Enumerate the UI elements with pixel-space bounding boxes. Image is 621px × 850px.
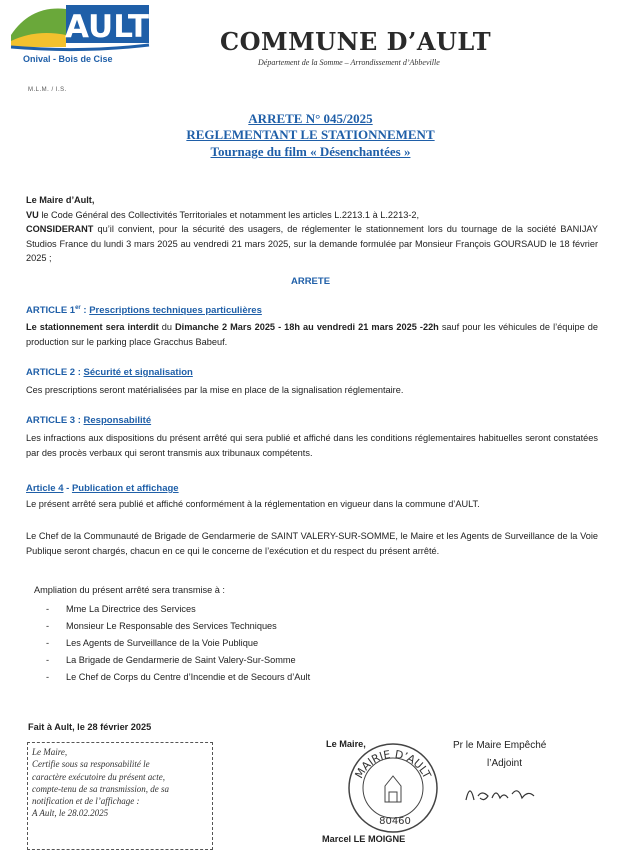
ampliation-list	[46, 601, 594, 686]
svg-text:80460: 80460	[379, 816, 411, 827]
commune-title: COMMUNE D’AULT	[220, 27, 492, 56]
article-3-text: Les infractions aux dispositions du présent arrêté qui sera publié et affiché dans les conditions réglementaires habituelles seront constatées par des procès verbaux qui seront transmis aux tribunaux compétents.	[26, 433, 598, 458]
maire-line: Le Maire d’Ault,	[26, 195, 95, 205]
reference-initials: M.L.M. / I.S.	[28, 87, 67, 93]
decree-subject: REGLEMENTANT LE STATIONNEMENT	[186, 127, 435, 142]
certification-text: Le Maire, Certifie sous sa responsabilité le caractère exécutoire du présent acte, compte-tenu de sa transmission, de sa notification et de l’affichage : A Ault, le 28.02.2025	[32, 747, 169, 819]
list-item: - La Brigade de Gendarmerie de Saint Valery-Sur-Somme	[46, 652, 594, 669]
article-4-text: Le présent arrêté sera publié et affiché conformément à la réglementation en vigueur dans la commune d’AULT.	[26, 499, 480, 509]
article-4-heading: Article 4 - Publication et affichage	[26, 483, 179, 494]
department-line: Département de la Somme – Arrondissement d’Abbeville	[258, 58, 440, 67]
ampliation-block	[34, 583, 594, 686]
article-1-text: Le stationnement sera interdit du Dimanche 2 Mars 2025 - 18h au vendredi 21 mars 2025 -22h sauf pour les véhicules de l’équipe de production sur le parking place Gracchus Babeuf.	[26, 322, 599, 347]
list-item: - Les Agents de Surveillance de la Voie Publique	[46, 635, 594, 652]
list-item: - Le Chef de Corps du Centre d’Incendie et de Secours d’Ault	[46, 669, 594, 686]
signatory-name: Marcel LE MOIGNE	[322, 834, 406, 844]
svg-text:AULT: AULT	[65, 9, 149, 45]
article-2-heading: ARTICLE 2 : Sécurité et signalisation	[26, 367, 193, 378]
svg-text:MAIRIE D’AULT: MAIRIE D’AULT	[352, 747, 434, 781]
mairie-stamp	[345, 740, 441, 836]
article-2-text: Ces prescriptions seront matérialisées par la mise en place de la signalisation réglementaire.	[26, 385, 404, 395]
svg-text:Onival - Bois de Cise: Onival - Bois de Cise	[23, 54, 113, 64]
adjoint-label: l’Adjoint	[487, 758, 523, 769]
fait-a-ault: Fait à Ault, le 28 février 2025	[28, 722, 152, 732]
commune-logo	[11, 5, 151, 67]
decree-film: Tournage du film « Désenchantées »	[210, 144, 411, 159]
article-3-heading: ARTICLE 3 : Responsabilité	[26, 415, 152, 426]
maire-empeche: Pr le Maire Empêché	[453, 740, 547, 751]
preamble	[26, 193, 598, 266]
ampliation-intro: Ampliation du présent arrêté sera transmise à :	[34, 585, 225, 595]
list-item: - Mme La Directrice des Services	[46, 601, 594, 618]
vu-paragraph: VU le Code Général des Collectivités Territoriales et notamment les articles L.2213.1 à L.2213-2,	[26, 209, 420, 220]
list-item: - Monsieur Le Responsable des Services Techniques	[46, 618, 594, 635]
execution-paragraph: Le Chef de la Communauté de Brigade de Gendarmerie de SAINT VALERY-SUR-SOMME, le Maire et les Agents de Surveillance de la Voie Publique seront chargés, chacun en ce qui le concerne de l’exécution et du respect du présent arrêté.	[26, 531, 598, 556]
le-maire-label: Le Maire,	[326, 739, 366, 749]
considerant-paragraph: CONSIDERANT qu’il convient, pour la sécurité des usagers, de réglementer le stationnement lors du tournage de la société BANIJAY Studios France du lundi 3 mars 2025 au vendredi 21 mars 2025, sur la demande formulée par Monsieur François GOURSAUD le 18 février 2025 ;	[26, 224, 598, 263]
arrete-heading: ARRETE	[290, 276, 331, 287]
handwritten-signature	[462, 778, 542, 808]
article-1-heading: ARTICLE 1er : Prescriptions techniques particulières	[26, 305, 262, 317]
decree-number: ARRETE N° 045/2025	[248, 111, 373, 126]
